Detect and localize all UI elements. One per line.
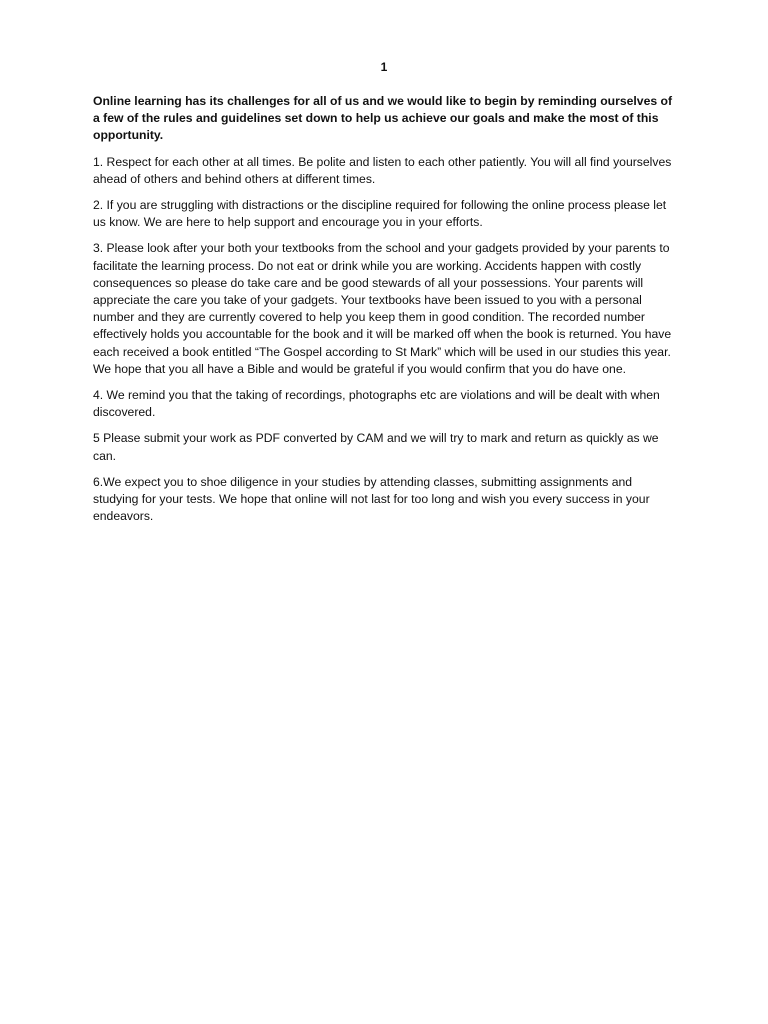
- rule-paragraph-3: 3. Please look after your both your textbooks from the school and your gadgets provided by your parents to facilitate the learning process. Do not eat or drink while you are working. Accidents happen with costly consequences so please do take care and be good stewards of all your possessions. Your parents will appreciate the care you take of your gadgets. Your textbooks have been issued to you with a personal number and they are currently covered to help you keep them in good condition. The recorded number effectively holds you accountable for the book and it will be marked off when the book is returned. You have each received a book entitled “The Gospel according to St Mark” which will be used in our studies this year. We hope that you all have a Bible and would be grateful if you would confirm that you do have one.: [93, 241, 672, 376]
- document-body: [93, 93, 678, 534]
- rule-paragraph-4: 4. We remind you that the taking of recordings, photographs etc are violations and will be dealt with when discovered.: [93, 388, 660, 420]
- intro-paragraph: Online learning has its challenges for all of us and we would like to begin by reminding ourselves of a few of the rules and guidelines set down to help us achieve our goals and make the most of this opportunity.: [93, 94, 673, 143]
- rule-paragraph-1: 1. Respect for each other at all times. Be polite and listen to each other patiently. You will all find yourselves ahead of others and behind others at different times.: [93, 154, 672, 186]
- rule-paragraph-6: 6.We expect you to shoe diligence in your studies by attending classes, submitting assignments and studying for your tests. We hope that online will not last for too long and wish you every success in your endeavors.: [93, 474, 650, 524]
- rule-paragraph-2: 2. If you are struggling with distractions or the discipline required for following the online process please let us know. We are here to help support and encourage you in your efforts.: [93, 198, 667, 230]
- rule-paragraph-5: 5 Please submit your work as PDF converted by CAM and we will try to mark and return as quickly as we can.: [93, 431, 659, 463]
- page-number: 1: [380, 60, 388, 74]
